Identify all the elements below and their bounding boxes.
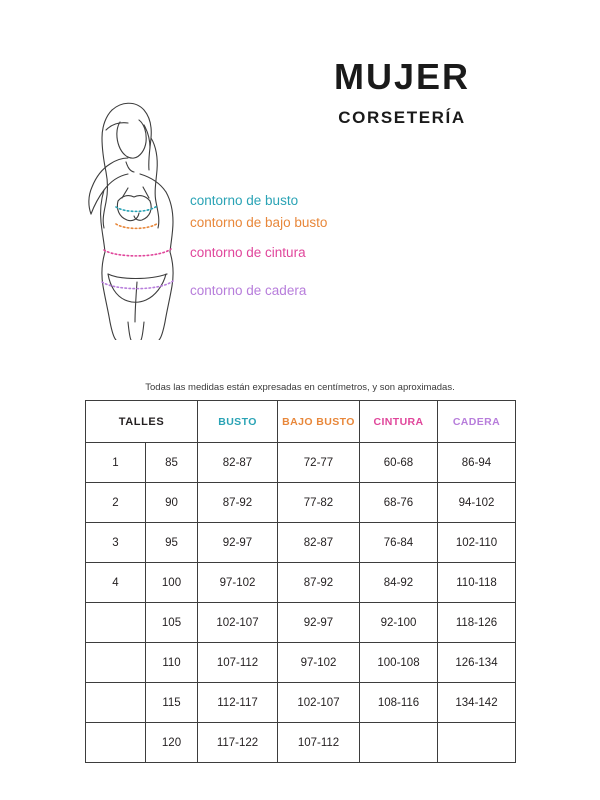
cell-busto: 87-92 bbox=[198, 483, 278, 523]
cell-numero: 110 bbox=[146, 643, 198, 683]
table-row bbox=[86, 683, 516, 723]
table-row bbox=[86, 523, 516, 563]
cell-numero: 85 bbox=[146, 443, 198, 483]
cell-busto: 102-107 bbox=[198, 603, 278, 643]
cell-bajo-busto: 92-97 bbox=[278, 603, 360, 643]
cell-talle bbox=[86, 603, 146, 643]
size-table-wrapper bbox=[85, 400, 515, 763]
cell-talle: 4 bbox=[86, 563, 146, 603]
cell-cintura: 92-100 bbox=[360, 603, 438, 643]
cell-talle bbox=[86, 683, 146, 723]
title-block bbox=[262, 58, 542, 128]
legend-item-busto: contorno de busto bbox=[190, 193, 299, 208]
cell-talle: 1 bbox=[86, 443, 146, 483]
cell-bajo-busto: 107-112 bbox=[278, 723, 360, 763]
cell-cadera bbox=[438, 723, 516, 763]
table-row bbox=[86, 723, 516, 763]
cell-numero: 100 bbox=[146, 563, 198, 603]
cell-numero: 105 bbox=[146, 603, 198, 643]
cell-bajo-busto: 72-77 bbox=[278, 443, 360, 483]
size-table bbox=[85, 400, 516, 763]
cell-cadera: 102-110 bbox=[438, 523, 516, 563]
cell-talle: 3 bbox=[86, 523, 146, 563]
column-header-cintura: CINTURA bbox=[360, 401, 438, 443]
legend-item-cintura: contorno de cintura bbox=[190, 245, 306, 260]
legend-item-bajo-busto: contorno de bajo busto bbox=[190, 215, 328, 230]
column-header-bajo-busto: BAJO BUSTO bbox=[278, 401, 360, 443]
cell-bajo-busto: 77-82 bbox=[278, 483, 360, 523]
page-subtitle: CORSETERÍA bbox=[338, 107, 466, 127]
cell-busto: 112-117 bbox=[198, 683, 278, 723]
cell-numero: 90 bbox=[146, 483, 198, 523]
cell-busto: 82-87 bbox=[198, 443, 278, 483]
cell-busto: 92-97 bbox=[198, 523, 278, 563]
cell-talle bbox=[86, 643, 146, 683]
cell-cadera: 118-126 bbox=[438, 603, 516, 643]
legend-item-cadera: contorno de cadera bbox=[190, 283, 307, 298]
measurement-note: Todas las medidas están expresadas en centímetros, y son aproximadas. bbox=[145, 382, 455, 393]
table-row bbox=[86, 483, 516, 523]
cell-talle bbox=[86, 723, 146, 763]
cell-cadera: 86-94 bbox=[438, 443, 516, 483]
cell-cintura bbox=[360, 723, 438, 763]
cell-talle: 2 bbox=[86, 483, 146, 523]
cell-busto: 117-122 bbox=[198, 723, 278, 763]
cell-busto: 97-102 bbox=[198, 563, 278, 603]
cell-numero: 120 bbox=[146, 723, 198, 763]
cell-cintura: 68-76 bbox=[360, 483, 438, 523]
cell-cintura: 84-92 bbox=[360, 563, 438, 603]
cell-cintura: 100-108 bbox=[360, 643, 438, 683]
cell-cadera: 134-142 bbox=[438, 683, 516, 723]
column-header-cadera: CADERA bbox=[438, 401, 516, 443]
table-row bbox=[86, 643, 516, 683]
table-row bbox=[86, 603, 516, 643]
cell-cadera: 94-102 bbox=[438, 483, 516, 523]
table-row bbox=[86, 563, 516, 603]
cell-bajo-busto: 97-102 bbox=[278, 643, 360, 683]
cell-cintura: 76-84 bbox=[360, 523, 438, 563]
cell-cadera: 110-118 bbox=[438, 563, 516, 603]
cell-cadera: 126-134 bbox=[438, 643, 516, 683]
column-header-busto: BUSTO bbox=[198, 401, 278, 443]
cell-bajo-busto: 87-92 bbox=[278, 563, 360, 603]
measurement-legend bbox=[190, 190, 450, 302]
cell-cintura: 108-116 bbox=[360, 683, 438, 723]
page-title: MUJER bbox=[333, 56, 471, 97]
cell-bajo-busto: 82-87 bbox=[278, 523, 360, 563]
size-table-body bbox=[86, 443, 516, 763]
cell-busto: 107-112 bbox=[198, 643, 278, 683]
cell-numero: 115 bbox=[146, 683, 198, 723]
cell-numero: 95 bbox=[146, 523, 198, 563]
cell-cintura: 60-68 bbox=[360, 443, 438, 483]
cell-bajo-busto: 102-107 bbox=[278, 683, 360, 723]
column-header-talles: TALLES bbox=[86, 401, 198, 443]
table-header-row bbox=[86, 401, 516, 443]
table-row bbox=[86, 443, 516, 483]
